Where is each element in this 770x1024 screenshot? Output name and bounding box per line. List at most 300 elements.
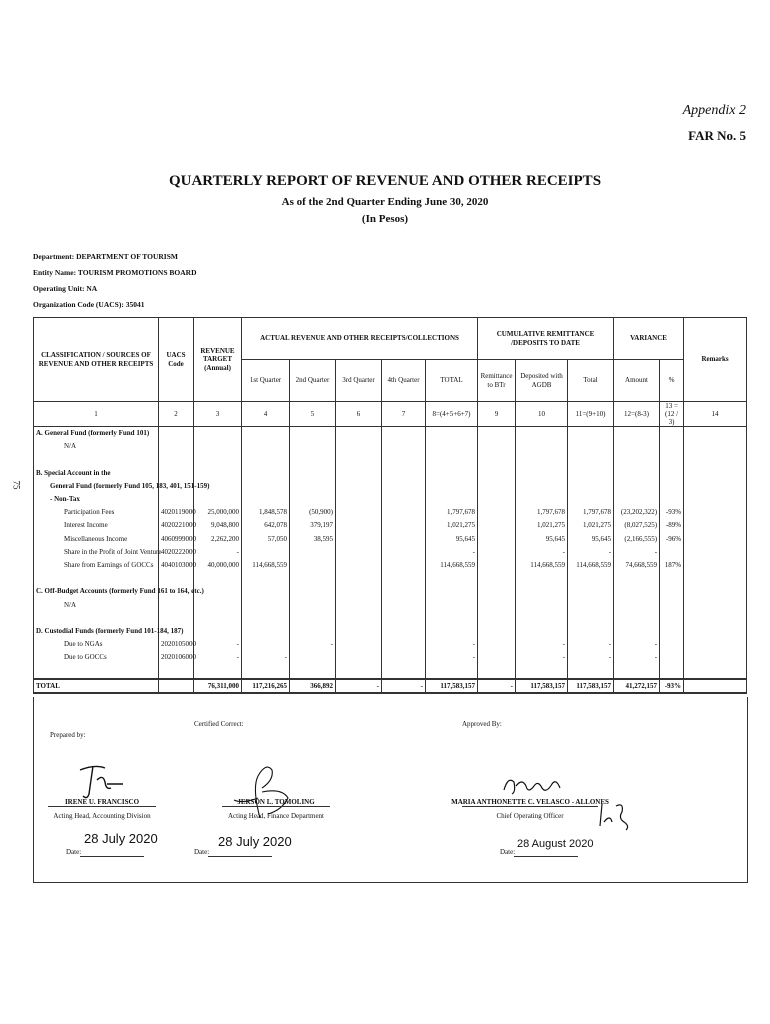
- table-cell: [516, 440, 568, 453]
- revenue-table: [33, 317, 747, 694]
- currency-note: (In Pesos): [361, 213, 409, 225]
- column-number-cell: 6: [336, 402, 382, 427]
- table-cell: [290, 598, 336, 611]
- operating-unit-line: Operating Unit: NA: [33, 284, 98, 293]
- table-cell: [684, 546, 747, 559]
- certified-sign-line: [222, 806, 330, 807]
- table-cell: [426, 467, 478, 480]
- column-number-cell: 3: [194, 402, 242, 427]
- table-cell: [382, 598, 426, 611]
- approved-label: Approved By:: [462, 720, 502, 728]
- table-cell: [159, 440, 194, 453]
- table-cell: [159, 612, 194, 625]
- table-cell: [290, 546, 336, 559]
- table-cell: [478, 506, 516, 519]
- table-cell: [684, 533, 747, 546]
- table-cell: [478, 559, 516, 572]
- table-cell: [478, 598, 516, 611]
- table-row: [34, 506, 747, 519]
- column-number-cell: 5: [290, 402, 336, 427]
- table-cell: [568, 585, 614, 598]
- table-cell: 114,668,559: [516, 559, 568, 572]
- table-cell: [336, 585, 382, 598]
- table-cell: [382, 572, 426, 585]
- table-cell: [516, 598, 568, 611]
- table-cell: [426, 625, 478, 638]
- table-cell: [660, 625, 684, 638]
- table-cell: [336, 427, 382, 441]
- department-line: Department: DEPARTMENT OF TOURISM: [33, 252, 178, 261]
- table-cell: 74,668,559: [614, 559, 660, 572]
- table-cell: [382, 493, 426, 506]
- table-cell: [290, 585, 336, 598]
- col-actual-group: ACTUAL REVENUE AND OTHER RECEIPTS/COLLECTIONS: [242, 318, 478, 360]
- table-cell: [336, 533, 382, 546]
- table-cell: [478, 546, 516, 559]
- table-cell: [478, 480, 516, 493]
- table-cell: -96%: [660, 533, 684, 546]
- row-label: Participation Fees: [34, 506, 159, 519]
- table-cell: [194, 572, 242, 585]
- table-row: [34, 453, 747, 466]
- table-cell: [660, 638, 684, 651]
- table-cell: 2020105000: [159, 638, 194, 651]
- table-cell: [242, 572, 290, 585]
- prepared-sign-line: [48, 806, 156, 807]
- table-cell: [159, 427, 194, 441]
- table-cell: [242, 467, 290, 480]
- table-cell: [290, 559, 336, 572]
- table-cell: [426, 572, 478, 585]
- table-cell: [478, 612, 516, 625]
- table-cell: [336, 664, 382, 678]
- approved-date: 28 August 2020: [517, 838, 594, 850]
- table-cell: [194, 453, 242, 466]
- table-cell: [382, 638, 426, 651]
- table-cell: [159, 598, 194, 611]
- row-label: N/A: [34, 598, 159, 611]
- table-cell: [478, 519, 516, 532]
- total-label: TOTAL: [34, 679, 159, 693]
- approved-sign-line: [462, 806, 598, 807]
- table-cell: [568, 467, 614, 480]
- table-cell: 1,797,678: [426, 506, 478, 519]
- table-cell: 4040103000: [159, 559, 194, 572]
- table-cell: [290, 453, 336, 466]
- col-deposit-agdb: Deposited with AGDB: [516, 360, 568, 402]
- table-row: [34, 440, 747, 453]
- col-variance-pct: %: [660, 360, 684, 402]
- signature-velasco-icon: [498, 770, 568, 800]
- table-cell: [660, 651, 684, 664]
- table-cell: [426, 612, 478, 625]
- table-cell: [336, 612, 382, 625]
- table-cell: [478, 427, 516, 441]
- certified-position: Acting Head, Finance Department: [227, 812, 325, 820]
- table-cell: [382, 546, 426, 559]
- col-uacs-code: UACS Code: [159, 318, 194, 402]
- table-row: [34, 625, 747, 638]
- table-row: [34, 585, 747, 598]
- report-subtitle: As of the 2nd Quarter Ending June 30, 2020: [281, 196, 489, 208]
- prepared-name: IRENE U. FRANCISCO: [64, 798, 140, 806]
- table-cell: [382, 480, 426, 493]
- table-row: [34, 638, 747, 651]
- row-label: D. Custodial Funds (formerly Fund 101-184, 187): [34, 625, 159, 638]
- table-cell: 1,848,578: [242, 506, 290, 519]
- table-cell: [336, 625, 382, 638]
- table-cell: [516, 585, 568, 598]
- table-cell: [290, 612, 336, 625]
- table-cell: [290, 480, 336, 493]
- table-cell: [614, 480, 660, 493]
- table-cell: [516, 572, 568, 585]
- row-label: C. Off-Budget Accounts (formerly Fund 161 to 164, etc.): [34, 585, 159, 598]
- table-cell: [660, 664, 684, 678]
- col-cumulative-group: CUMULATIVE REMITTANCE /DEPOSITS TO DATE: [478, 318, 614, 360]
- row-label: Due to GOCCs: [34, 651, 159, 664]
- table-cell: [336, 480, 382, 493]
- table-cell: [159, 467, 194, 480]
- column-number-cell: 1: [34, 402, 159, 427]
- table-cell: [614, 440, 660, 453]
- table-cell: [242, 480, 290, 493]
- table-cell: [684, 651, 747, 664]
- table-cell: [336, 506, 382, 519]
- table-cell: [194, 598, 242, 611]
- report-title: QUARTERLY REPORT OF REVENUE AND OTHER RECEIPTS: [168, 173, 602, 189]
- table-cell: [684, 559, 747, 572]
- table-row: [34, 559, 747, 572]
- far-number: FAR No. 5: [688, 128, 746, 143]
- table-cell: [614, 427, 660, 441]
- table-row: [34, 533, 747, 546]
- table-cell: [684, 519, 747, 532]
- table-cell: 1,797,678: [568, 506, 614, 519]
- table-cell: [336, 440, 382, 453]
- row-label: Due to NGAs: [34, 638, 159, 651]
- table-cell: 114,668,559: [426, 559, 478, 572]
- table-cell: [478, 585, 516, 598]
- table-cell: 379,197: [290, 519, 336, 532]
- table-cell: [614, 625, 660, 638]
- col-q3: 3rd Quarter: [336, 360, 382, 402]
- table-cell: [159, 572, 194, 585]
- table-cell: [614, 453, 660, 466]
- table-cell: [684, 572, 747, 585]
- table-cell: [568, 493, 614, 506]
- table-cell: [684, 440, 747, 453]
- table-cell: [426, 493, 478, 506]
- table-cell: [660, 493, 684, 506]
- table-cell: [336, 546, 382, 559]
- table-cell: -: [290, 638, 336, 651]
- table-cell: [290, 651, 336, 664]
- total-row: [34, 679, 747, 693]
- table-cell: [660, 467, 684, 480]
- table-cell: [478, 467, 516, 480]
- table-cell: [336, 467, 382, 480]
- column-number-cell: 8=(4+5+6+7): [426, 402, 478, 427]
- table-row: [34, 519, 747, 532]
- table-cell: [194, 612, 242, 625]
- table-cell: [242, 453, 290, 466]
- total-cell: [684, 679, 747, 693]
- table-cell: [242, 638, 290, 651]
- table-cell: 25,000,000: [194, 506, 242, 519]
- table-cell: [242, 598, 290, 611]
- table-cell: [660, 572, 684, 585]
- col-q1: 1st Quarter: [242, 360, 290, 402]
- table-cell: -: [516, 638, 568, 651]
- table-cell: [568, 480, 614, 493]
- total-cell: -: [478, 679, 516, 693]
- table-cell: [194, 493, 242, 506]
- table-cell: [242, 612, 290, 625]
- table-cell: [194, 467, 242, 480]
- table-cell: 9,048,800: [194, 519, 242, 532]
- table-cell: [660, 612, 684, 625]
- table-cell: [426, 427, 478, 441]
- table-cell: [290, 427, 336, 441]
- table-cell: [684, 493, 747, 506]
- row-label: General Fund (formerly Fund 105, 183, 401, 151-159): [34, 480, 159, 493]
- table-cell: [516, 612, 568, 625]
- row-label: Share from Earnings of GOCCs: [34, 559, 159, 572]
- table-cell: [568, 625, 614, 638]
- table-cell: [242, 440, 290, 453]
- table-cell: -: [426, 651, 478, 664]
- table-cell: 1,797,678: [516, 506, 568, 519]
- table-cell: -: [242, 651, 290, 664]
- table-cell: -: [194, 651, 242, 664]
- table-cell: -: [614, 638, 660, 651]
- table-cell: -: [426, 546, 478, 559]
- table-cell: [516, 664, 568, 678]
- table-cell: [478, 453, 516, 466]
- approved-name: MARIA ANTHONETTE C. VELASCO - ALLONES: [451, 798, 609, 806]
- table-cell: [660, 480, 684, 493]
- row-label: B. Special Account in the: [34, 467, 159, 480]
- table-cell: [382, 664, 426, 678]
- certified-date: 28 July 2020: [218, 834, 292, 849]
- table-cell: [478, 533, 516, 546]
- table-cell: [426, 585, 478, 598]
- table-cell: [478, 572, 516, 585]
- column-number-row: [34, 402, 747, 427]
- table-cell: [290, 493, 336, 506]
- certified-name: JERSON L. TOMOLING: [237, 798, 315, 806]
- table-cell: 38,595: [290, 533, 336, 546]
- table-cell: [516, 625, 568, 638]
- table-cell: [568, 612, 614, 625]
- table-cell: 2,262,200: [194, 533, 242, 546]
- table-cell: [336, 598, 382, 611]
- table-cell: -: [614, 546, 660, 559]
- table-cell: [242, 585, 290, 598]
- table-cell: -93%: [660, 506, 684, 519]
- total-cell: 366,892: [290, 679, 336, 693]
- table-cell: [382, 651, 426, 664]
- table-cell: 4060999000: [159, 533, 194, 546]
- table-cell: [426, 480, 478, 493]
- table-cell: [336, 651, 382, 664]
- col-remit-btr: Remittance to BTr: [478, 360, 516, 402]
- table-cell: [336, 559, 382, 572]
- table-cell: [382, 440, 426, 453]
- table-cell: [684, 480, 747, 493]
- table-cell: [336, 519, 382, 532]
- row-label: Share in the Profit of Joint Venture: [34, 546, 159, 559]
- prepared-date: 28 July 2020: [84, 831, 158, 846]
- table-cell: 1,021,275: [516, 519, 568, 532]
- col-revenue-target: REVENUE TARGET (Annual): [194, 318, 242, 402]
- table-row: [34, 664, 747, 678]
- table-cell: [194, 625, 242, 638]
- table-row: [34, 598, 747, 611]
- table-cell: 1,021,275: [426, 519, 478, 532]
- table-cell: [290, 625, 336, 638]
- table-cell: 1,021,275: [568, 519, 614, 532]
- prepared-position: Acting Head, Accounting Division: [53, 812, 151, 820]
- table-cell: [660, 585, 684, 598]
- table-cell: [614, 664, 660, 678]
- table-cell: 4020221000: [159, 519, 194, 532]
- total-cell: 117,216,265: [242, 679, 290, 693]
- table-cell: [159, 493, 194, 506]
- table-cell: [684, 625, 747, 638]
- table-cell: [382, 519, 426, 532]
- table-cell: [516, 427, 568, 441]
- table-cell: 114,668,559: [242, 559, 290, 572]
- table-cell: -: [426, 638, 478, 651]
- table-cell: 95,645: [516, 533, 568, 546]
- col-total: TOTAL: [426, 360, 478, 402]
- table-cell: [382, 453, 426, 466]
- table-cell: [290, 572, 336, 585]
- table-cell: [382, 559, 426, 572]
- table-cell: [684, 598, 747, 611]
- certified-date-label: Date:: [194, 848, 210, 856]
- approved-position: Chief Operating Officer: [496, 812, 564, 820]
- table-cell: -: [568, 638, 614, 651]
- table-cell: [516, 453, 568, 466]
- table-cell: [290, 467, 336, 480]
- table-cell: [568, 664, 614, 678]
- total-cell: [159, 679, 194, 693]
- table-cell: [478, 625, 516, 638]
- total-cell: 41,272,157: [614, 679, 660, 693]
- table-row: [34, 546, 747, 559]
- page-number: 75: [11, 480, 22, 490]
- row-label: [34, 572, 159, 585]
- table-cell: (2,166,555): [614, 533, 660, 546]
- column-number-cell: 11=(9+10): [568, 402, 614, 427]
- table-cell: [684, 467, 747, 480]
- col-classification: CLASSIFICATION / SOURCES OF REVENUE AND OTHER RECEIPTS: [34, 318, 159, 402]
- table-cell: [336, 453, 382, 466]
- col-variance-group: VARIANCE: [614, 318, 684, 360]
- total-cell: 117,583,157: [426, 679, 478, 693]
- table-cell: 95,645: [568, 533, 614, 546]
- col-q4: 4th Quarter: [382, 360, 426, 402]
- table-cell: -: [194, 546, 242, 559]
- col-cum-total: Total: [568, 360, 614, 402]
- table-cell: [382, 585, 426, 598]
- total-cell: -: [336, 679, 382, 693]
- certified-label: Certified Correct:: [194, 720, 244, 728]
- table-cell: (8,027,525): [614, 519, 660, 532]
- table-cell: [426, 440, 478, 453]
- table-cell: [684, 638, 747, 651]
- signature-francisco-icon: [75, 760, 135, 802]
- table-row: [34, 480, 747, 493]
- table-cell: -: [568, 546, 614, 559]
- prepared-by-label: Prepared by:: [50, 731, 86, 739]
- col-remarks: Remarks: [684, 318, 747, 402]
- table-cell: [614, 585, 660, 598]
- table-cell: [684, 664, 747, 678]
- approved-date-label: Date:: [500, 848, 516, 856]
- table-cell: [660, 598, 684, 611]
- table-cell: [516, 493, 568, 506]
- table-cell: [242, 625, 290, 638]
- table-row: [34, 612, 747, 625]
- table-cell: [684, 585, 747, 598]
- table-cell: [614, 612, 660, 625]
- uacs-line: Organization Code (UACS): 35041: [33, 300, 145, 309]
- table-cell: [478, 493, 516, 506]
- table-cell: [516, 467, 568, 480]
- table-cell: [159, 453, 194, 466]
- table-row: [34, 572, 747, 585]
- table-cell: [684, 427, 747, 441]
- table-cell: [426, 598, 478, 611]
- table-cell: -: [614, 651, 660, 664]
- table-cell: [568, 453, 614, 466]
- table-cell: [614, 572, 660, 585]
- row-label: [34, 612, 159, 625]
- total-cell: 117,583,157: [516, 679, 568, 693]
- table-cell: [478, 440, 516, 453]
- table-cell: 642,078: [242, 519, 290, 532]
- table-cell: -89%: [660, 519, 684, 532]
- table-cell: [242, 427, 290, 441]
- table-cell: [614, 467, 660, 480]
- approved-date-line: [514, 856, 578, 857]
- table-cell: 4020222000: [159, 546, 194, 559]
- table-cell: [568, 440, 614, 453]
- entity-line: Entity Name: TOURISM PROMOTIONS BOARD: [33, 268, 197, 277]
- table-cell: [684, 506, 747, 519]
- prepared-date-label: Date:: [66, 848, 82, 856]
- table-row: [34, 493, 747, 506]
- table-cell: [382, 467, 426, 480]
- table-cell: -: [568, 651, 614, 664]
- table-cell: [382, 506, 426, 519]
- prepared-date-line: [80, 856, 144, 857]
- row-label: Interest Income: [34, 519, 159, 532]
- table-cell: [568, 572, 614, 585]
- column-number-cell: 13 = (12 / 3): [660, 402, 684, 427]
- table-cell: [194, 440, 242, 453]
- table-cell: 114,668,559: [568, 559, 614, 572]
- column-number-cell: 14: [684, 402, 747, 427]
- table-cell: [516, 480, 568, 493]
- total-cell: 76,311,000: [194, 679, 242, 693]
- table-cell: [336, 638, 382, 651]
- table-cell: [568, 427, 614, 441]
